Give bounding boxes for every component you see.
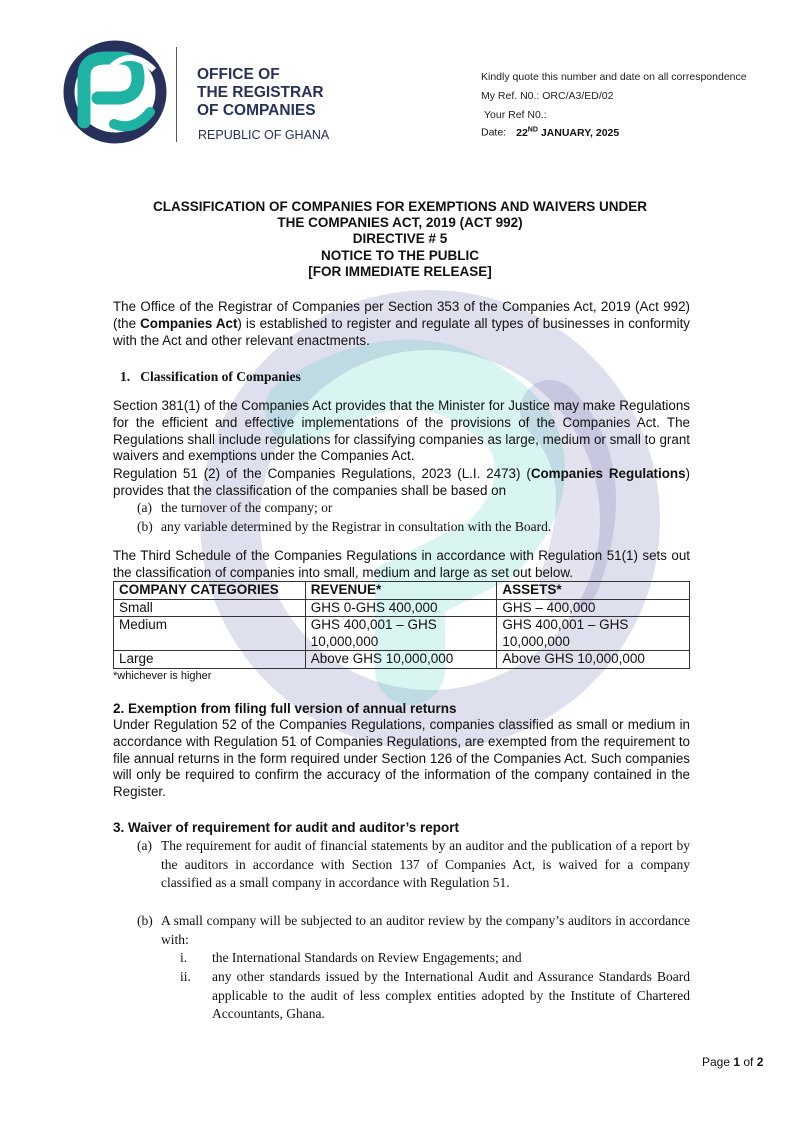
list-label-a: (a): [137, 500, 152, 515]
republic-label: REPUBLIC OF GHANA: [198, 128, 330, 142]
section-3-heading: 3. Waiver of requirement for audit and auditor’s report: [113, 820, 460, 835]
your-ref: Your Ref N0.:: [484, 109, 547, 121]
table-cell: GHS – 400,000: [497, 599, 690, 617]
title-line-2: THE COMPANIES ACT, 2019 (ACT 992): [277, 215, 523, 230]
table-cell: Large: [114, 651, 306, 669]
date-label: Date:: [481, 126, 507, 139]
table-cell: Small: [114, 599, 306, 617]
title-line-3: DIRECTIVE # 5: [352, 231, 448, 246]
table-cell: GHS 400,001 – GHS 10,000,000: [305, 617, 497, 651]
table-row: [114, 651, 690, 669]
list-label-3b: (b): [137, 913, 153, 928]
office-name-line-1: OFFICE OF: [197, 66, 280, 83]
sub-label-i: i.: [180, 950, 188, 965]
table-cell: GHS 400,001 – GHS 10,000,000: [497, 617, 690, 651]
sub-item-ii: any other standards issued by the International Audit and Assurance Standards Board applicable to the audit of less complex entities adopted by the Institute of Chartered Accountants, Ghana.: [212, 969, 690, 1021]
table-cell: Medium: [114, 617, 306, 651]
sub-item-i: the International Standards on Review Engagements; and: [212, 950, 522, 965]
classification-table: [113, 581, 690, 669]
section-1-paragraph: Section 381(1) of the Companies Act provides that the Minister for Justice may make Regulations for the efficient and effective implementations of the provisions of the Companies Act. The Regulations shall include regulations for classifying companies as large, medium or small to grant waivers and exemptions under the Companies Act.: [113, 398, 690, 464]
page-number: Page 1 of 2: [702, 1055, 764, 1069]
list-label-b: (b): [137, 519, 153, 534]
quote-note: Kindly quote this number and date on all correspondence: [481, 71, 747, 83]
intro-paragraph: The Office of the Registrar of Companies per Section 353 of the Companies Act, 2019 (Act 992) (the Companies Act) is established to register and regulate all types of businesses in conformity with the Act and other relevant enactments.: [113, 299, 690, 348]
section-2-paragraph: Under Regulation 52 of the Companies Regulations, companies classified as small or medium in accordance with Regulation 51 of Companies Regulations, are exempted from the requirement to file annual returns in the form required under Section 126 of the Companies Act. Such companies will only be required to confirm the accuracy of the information of the company contained in the Register.: [113, 717, 690, 800]
section-1-heading: 1. Classification of Companies: [120, 369, 301, 384]
my-ref: My Ref. N0.: ORC/A3/ED/02: [481, 90, 614, 102]
title-line-4: NOTICE TO THE PUBLIC: [320, 248, 479, 263]
table-header: COMPANY CATEGORIES: [114, 582, 306, 600]
section-2-heading: 2. Exemption from filing full version of annual returns: [113, 701, 457, 716]
title-line-1: CLASSIFICATION OF COMPANIES FOR EXEMPTIONS AND WAIVERS UNDER: [152, 199, 648, 214]
list-item-a: the turnover of the company; or: [161, 500, 333, 515]
table-cell: GHS 0-GHS 400,000: [305, 599, 497, 617]
list-item-3b: A small company will be subjected to an auditor review by the company’s auditors in accordance with:: [161, 913, 690, 947]
title-line-5: [FOR IMMEDIATE RELEASE]: [308, 264, 492, 279]
table-cell: Above GHS 10,000,000: [497, 651, 690, 669]
date-value: 22ND JANUARY, 2025: [516, 126, 620, 139]
table-header: REVENUE*: [305, 582, 497, 600]
office-name-line-3: OF COMPANIES: [197, 102, 316, 119]
section-1-schedule-paragraph: The Third Schedule of the Companies Regulations in accordance with Regulation 51(1) sets out the classification of companies into small, medium and large as set out below.: [113, 548, 690, 580]
list-item-b: any variable determined by the Registrar in consultation with the Board.: [161, 519, 552, 534]
table-header: ASSETS*: [497, 582, 690, 600]
section-1-regulation-paragraph: Regulation 51 (2) of the Companies Regulations, 2023 (L.I. 2473) (Companies Regulations) provides that the classification of the companies shall be based on: [113, 466, 690, 498]
table-cell: Above GHS 10,000,000: [305, 651, 497, 669]
sub-label-ii: ii.: [180, 969, 191, 984]
list-label-3a: (a): [137, 838, 152, 853]
list-item-3a: The requirement for audit of financial statements by an auditor and the publication of a report by the auditors in accordance with Section 137 of Companies Act, is waived for a company classified as a small company in accordance with Regulation 51.: [161, 838, 690, 890]
table-footnote: *whichever is higher: [113, 670, 212, 682]
table-row: [114, 617, 690, 651]
table-header-row: [114, 582, 690, 600]
table-row: [114, 599, 690, 617]
office-name-line-2: THE REGISTRAR: [197, 84, 324, 101]
date-row: [481, 126, 619, 139]
header-divider: [176, 47, 177, 142]
orc-logo-icon: [62, 40, 168, 144]
